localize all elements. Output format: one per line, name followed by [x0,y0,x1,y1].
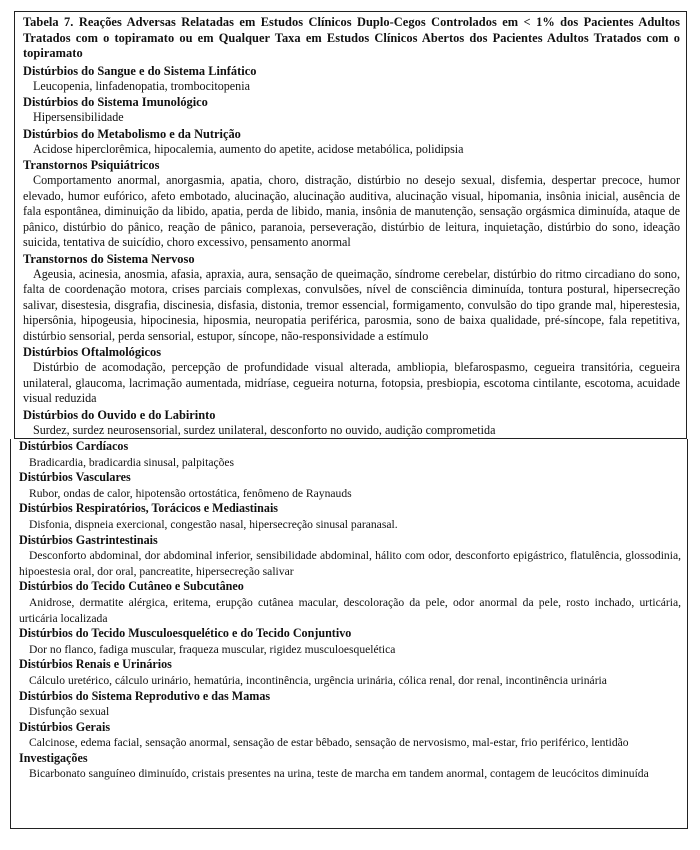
section-body: Calcinose, edema facial, sensação anormal, sensação de estar bêbado, sensação de nervosismo, mal-estar, frio periférico, lentidão [29,736,629,750]
section-renal-urinary [19,657,681,688]
section-body: Bradicardia, bradicardia sinusal, palpitações [29,455,235,469]
section-heading: Distúrbios Cardíacos [19,439,129,453]
section-body: Rubor, ondas de calor, hipotensão ortostática, fenômeno de Raynauds [29,486,352,500]
section-heading: Distúrbios Oftalmológicos [23,345,162,359]
section-cardiac [19,439,681,470]
section-heading: Distúrbios Renais e Urinários [19,657,172,672]
section-body: Disfunção sexual [29,705,110,719]
section-ophthalmological [23,344,680,407]
section-ear-labyrinth [23,407,680,439]
section-body: Disfonia, dispneia exercional, congestão nasal, hipersecreção sinusal paranasal. [29,517,398,531]
section-psychiatric [23,157,680,251]
section-heading: Distúrbios do Sistema Imunológico [23,95,208,109]
section-heading: Distúrbios Gastrintestinais [19,532,158,547]
section-heading: Transtornos Psiquiátricos [23,158,160,172]
section-body: Cálculo uretérico, cálculo urinário, hematúria, incontinência, urgência urinária, cólica renal, dor renal, incontinência urinária [29,673,607,687]
section-body: Leucopenia, linfadenopatia, trombocitopenia [33,78,250,93]
section-body: Acidose hiperclorêmica, hipocalemia, aumento do apetite, acidose metabólica, polidipsia [33,141,464,156]
section-heading: Distúrbios do Sangue e do Sistema Linfático [23,63,257,78]
section-immune [23,94,680,126]
section-heading: Distúrbios Vasculares [19,470,131,485]
section-heading: Distúrbios do Tecido Cutâneo e Subcutâneo [19,579,244,594]
section-body: Bicarbonato sanguíneo diminuído, cristais presentes na urina, teste de marcha em tandem anormal, contagem de leucócitos diminuída [29,767,649,781]
section-body: Distúrbio de acomodação, percepção de profundidade visual alterada, ambliopia, blefarospasmo, cegueira transitória, cegueira unilateral, glaucoma, lacrimação aumentada, midríase, cegueira noturna, fotopsia, presbiopia, escotoma cintilante, escotoma, acuidade visual reduzida [23,360,680,405]
table-top-block [14,11,687,439]
section-body: Comportamento anormal, anorgasmia, apatia, choro, distração, distúrbio no desejo sexual, disfemia, despertar precoce, humor elevado, humor eufórico, afeto embotado, alucinação, alucinação auditiva, alucinação visual, hipomania, insônia inicial, ausência de fala espontânea, diminuição da libido, apatia, perda de libido, mania, insônia de manutenção, sensação orgásmica diminuída, ataque de pânico, distúrbio do pânico, reação de pânico, paranoia, perseveração, distúrbio de leitura, inquietação, distúrbio do sono, ideação suicida, tentativa de suicídio, choro excessivo, pensamento anormal [23,173,680,249]
section-heading: Distúrbios do Ouvido e do Labirinto [23,407,216,422]
section-musculoskeletal [19,626,681,657]
section-body: Dor no flanco, fadiga muscular, fraqueza muscular, rigidez musculoesquelética [29,642,396,656]
section-body: Hipersensibilidade [33,110,124,124]
section-metabolism [23,126,680,158]
section-heading: Distúrbios do Sistema Reprodutivo e das Mamas [19,688,271,703]
section-heading: Distúrbios do Tecido Musculoesquelético e do Tecido Conjuntivo [19,626,352,641]
section-heading: Investigações [19,750,88,765]
table-bottom-block [10,439,688,829]
section-gastrointestinal [19,533,681,580]
section-reproductive [19,689,681,720]
section-heading: Distúrbios Gerais [19,719,111,734]
section-vascular [19,470,681,501]
section-nervous-system [23,251,680,345]
section-body: Ageusia, acinesia, anosmia, afasia, apraxia, aura, sensação de queimação, síndrome cerebelar, distúrbio do ritmo circadiano do sono, falta de coordenação motora, crises parciais complexas, convulsões, nível de consciência diminuída, tontura postural, hipersecreção salivar, disestesia, disgrafia, discinesia, disfasia, distonia, tremor essencial, formigamento, convulsão do tipo grande mal, hiperestesia, hipersônia, hipogeusia, hipocinesia, hiposmia, neuropatia periférica, parosmia, sono de baixa qualidade, pré-síncope, fala repetitiva, distúrbio sensorial, perda sensorial, estupor, síncope, não-responsividade a estímulo [23,266,680,343]
section-skin [19,579,681,626]
section-body: Surdez, surdez neurosensorial, surdez unilateral, desconforto no ouvido, audição comprometida [33,422,496,437]
section-heading: Distúrbios Respiratórios, Torácicos e Mediastinais [19,501,279,516]
section-respiratory [19,501,681,532]
section-heading: Transtornos do Sistema Nervoso [23,251,195,266]
section-heading: Distúrbios do Metabolismo e da Nutrição [23,126,241,141]
section-general [19,720,681,751]
section-body: Desconforto abdominal, dor abdominal inferior, sensibilidade abdominal, hálito com odor, desconforto epigástrico, flatulência, glossodinia, hipoestesia oral, dor oral, pancreatite, hipersecreção salivar [19,549,681,578]
section-investigations [19,751,681,782]
section-blood-lymphatic [23,63,680,95]
section-body: Anidrose, dermatite alérgica, eritema, erupção cutânea macular, descoloração da pele, odor anormal da pele, rosto inchado, urticária, urticária localizada [19,595,681,625]
table-title: Tabela 7. Reações Adversas Relatadas em Estudos Clínicos Duplo-Cegos Controlados em < 1% dos Pacientes Adultos Tratados com o topiramato ou em Qualquer Taxa em Estudos Clínicos Abertos dos Pacientes Adultos Tratados com o topiramato [23,15,680,60]
